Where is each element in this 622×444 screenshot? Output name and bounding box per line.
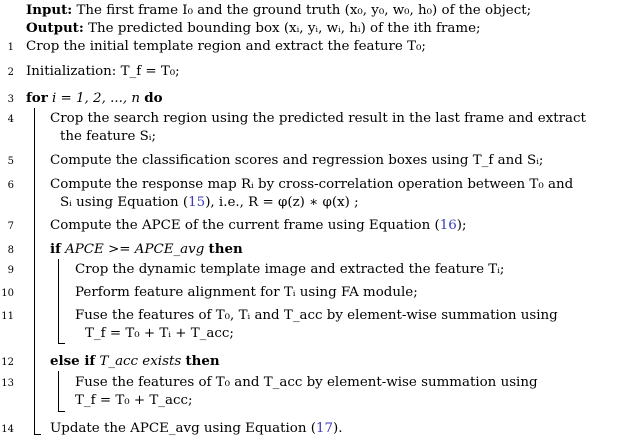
algorithm-line-6: Compute the response map Rᵢ by cross-correlation operation between T₀ and xyxy=(50,177,574,192)
algorithm-line-2: Initialization: T_f = T₀; xyxy=(26,64,180,79)
line-6-cont-post: ), i.e., R = φ(z) ∗ φ(x) ; xyxy=(205,195,359,210)
if-condition: APCE >= APCE_avg xyxy=(60,242,209,257)
algorithm-line-3 xyxy=(26,90,163,107)
input-label: Input: xyxy=(26,2,73,18)
line-number: 14 xyxy=(1,424,14,435)
line-7-text: Compute the APCE of the current frame using Equation ( xyxy=(50,218,440,233)
algorithm-line-9: Crop the dynamic template image and extracted the feature Tᵢ; xyxy=(75,262,505,277)
line-number: 11 xyxy=(1,311,14,322)
keyword-else-if: else if xyxy=(50,353,96,369)
equation-ref-15[interactable]: 15 xyxy=(188,195,206,210)
line-number: 1 xyxy=(7,42,14,53)
line-14-post: ). xyxy=(333,421,343,436)
output-text: The predicted bounding box (xᵢ, yᵢ, wᵢ, hᵢ) of the ith frame; xyxy=(88,21,481,36)
algorithm-line-13-cont: T_f = T₀ + T_acc; xyxy=(75,393,193,408)
algorithm-line-4-cont: the feature Sᵢ; xyxy=(60,129,157,144)
keyword-then-2: then xyxy=(185,353,220,369)
algorithm-line-13: Fuse the features of T₀ and T_acc by element-wise summation using xyxy=(75,375,538,390)
algorithm-line-7 xyxy=(50,217,467,234)
equation-ref-17[interactable]: 17 xyxy=(315,421,333,436)
algorithm-line-11-cont: T_f = T₀ + Tᵢ + T_acc; xyxy=(85,326,234,341)
keyword-then: then xyxy=(208,241,243,257)
else-if-block-bar xyxy=(58,371,59,411)
line-number: 7 xyxy=(7,221,14,232)
line-14-text: Update the APCE_avg using Equation ( xyxy=(50,421,316,436)
algorithm-line-6-cont xyxy=(60,194,359,211)
line-number: 6 xyxy=(7,180,14,191)
line-number: 9 xyxy=(7,265,14,276)
algorithm-line-10: Perform feature alignment for Tᵢ using FA module; xyxy=(75,285,418,300)
keyword-do: do xyxy=(144,90,163,106)
if-block-end-tick xyxy=(58,343,65,344)
equation-ref-16[interactable]: 16 xyxy=(439,218,457,233)
if-block-bar xyxy=(58,259,59,343)
algorithm-line-1: Crop the initial template region and extract the feature T₀; xyxy=(26,39,426,54)
input-text: The first frame I₀ and the ground truth (x₀, y₀, w₀, h₀) of the object; xyxy=(76,3,532,18)
algorithm-output xyxy=(26,20,481,37)
line-number: 4 xyxy=(7,114,14,125)
else-if-block-end-tick xyxy=(58,411,65,412)
algorithm-input xyxy=(26,2,531,19)
line-number: 5 xyxy=(7,156,14,167)
loop-range: i = 1, 2, ..., n xyxy=(47,91,145,106)
else-if-condition: T_acc exists xyxy=(95,354,186,369)
line-number: 2 xyxy=(7,67,14,78)
algorithm-line-12 xyxy=(50,353,220,370)
line-number: 13 xyxy=(1,378,14,389)
line-7-post: ); xyxy=(456,218,467,233)
algorithm-line-14 xyxy=(50,420,342,437)
keyword-if: if xyxy=(50,241,61,257)
for-block-bar xyxy=(34,108,35,434)
line-6-cont-text: Sᵢ using Equation ( xyxy=(60,195,189,210)
algorithm-line-4: Crop the search region using the predicted result in the last frame and extract xyxy=(50,111,586,126)
output-label: Output: xyxy=(26,20,84,36)
keyword-for: for xyxy=(26,90,48,106)
for-block-end-tick xyxy=(34,434,41,435)
algorithm-line-11: Fuse the features of T₀, Tᵢ and T_acc by element-wise summation using xyxy=(75,308,558,323)
algorithm-line-5: Compute the classification scores and regression boxes using T_f and Sᵢ; xyxy=(50,153,544,168)
algorithm-line-8 xyxy=(50,241,243,258)
line-number: 8 xyxy=(7,245,14,256)
line-number: 3 xyxy=(7,94,14,105)
line-number: 12 xyxy=(1,357,14,368)
line-number: 10 xyxy=(1,288,14,299)
